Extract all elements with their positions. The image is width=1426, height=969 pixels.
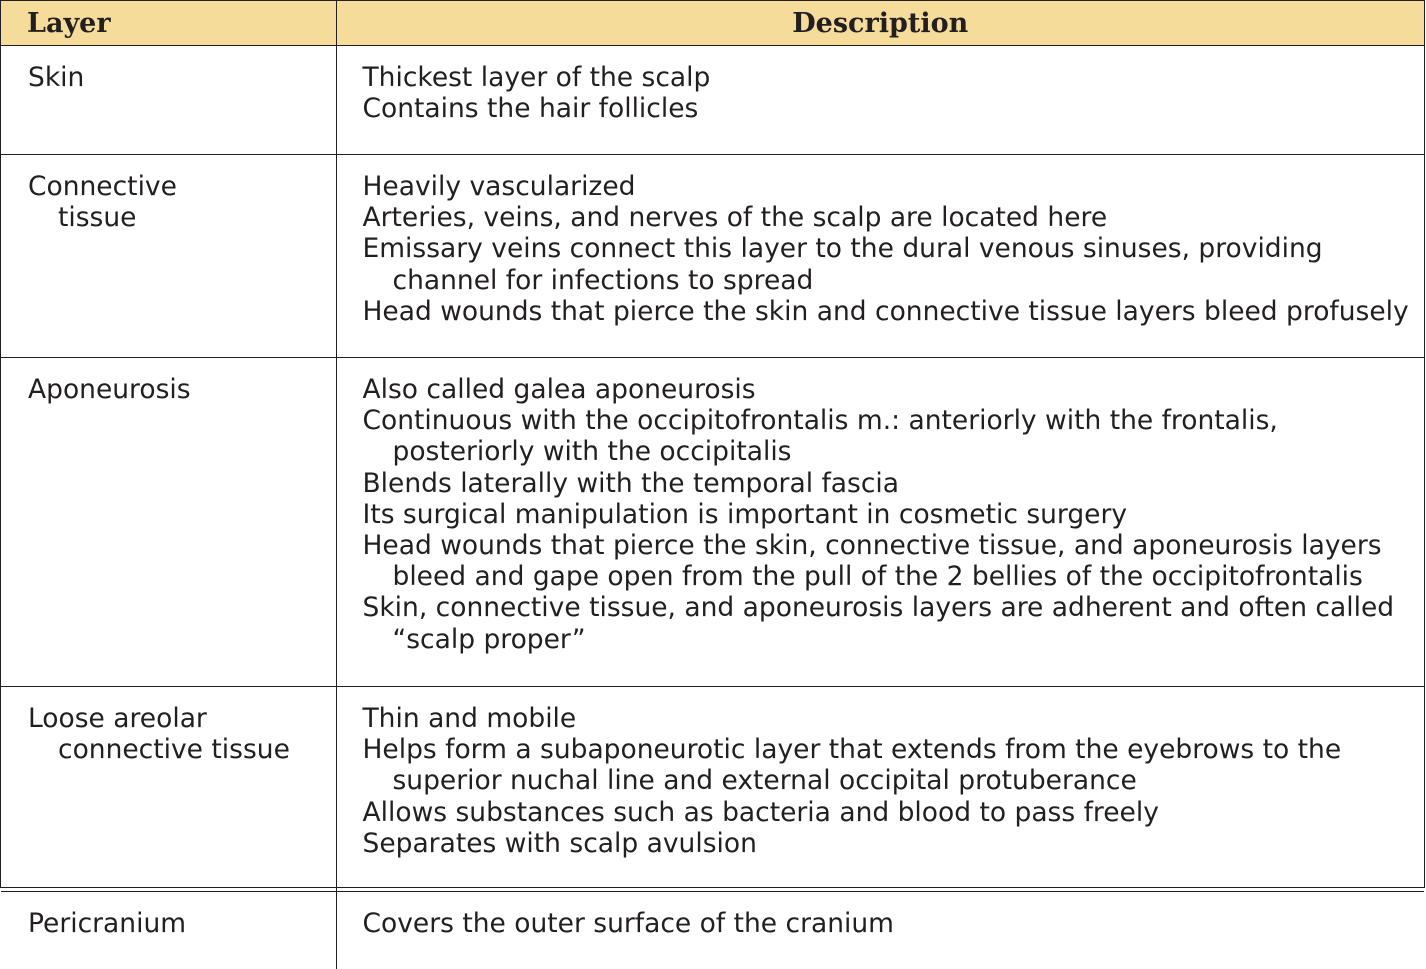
description-line: Helps form a subaponeurotic layer that extends from the eyebrows to the superior nuchal line and external occipital protuberance [363, 734, 1403, 796]
table-row-skin [1, 46, 1424, 155]
layer-name: Pericranium [28, 908, 336, 939]
layer-cell [1, 687, 336, 892]
description-line: Contains the hair follicles [363, 93, 1419, 124]
layer-cell [1, 892, 336, 969]
table-row-aponeurosis [1, 358, 1424, 687]
description-line: Continuous with the occipitofrontalis m.: anteriorly with the frontalis, posteriorly with the occipitalis [363, 405, 1333, 467]
table-row-connective-tissue [1, 155, 1424, 358]
description-cell [336, 687, 1424, 892]
description-line: Blends laterally with the temporal fascia [363, 468, 1419, 499]
description-cell [336, 46, 1424, 155]
description-line: Emissary veins connect this layer to the dural venous sinuses, providing channel for infections to spread [363, 233, 1368, 295]
layer-cell [1, 155, 336, 358]
header-row [1, 1, 1424, 46]
description-line: Head wounds that pierce the skin and connective tissue layers bleed profusely [363, 296, 1419, 327]
description-line: Covers the outer surface of the cranium [363, 908, 1419, 939]
description-line: Heavily vascularized [363, 171, 1419, 202]
description-line: Also called galea aponeurosis [363, 374, 1419, 405]
layer-name: Aponeurosis [28, 374, 336, 405]
description-line: Arteries, veins, and nerves of the scalp are located here [363, 202, 1419, 233]
description-cell [336, 892, 1424, 969]
description-line: Skin, connective tissue, and aponeurosis layers are adherent and often called “scalp proper” [363, 592, 1426, 654]
description-cell [336, 155, 1424, 358]
description-line: Allows substances such as bacteria and blood to pass freely [363, 797, 1419, 828]
layer-cell [1, 358, 336, 687]
table-row-pericranium [1, 892, 1424, 969]
table [1, 1, 1424, 969]
description-line: Separates with scalp avulsion [363, 828, 1419, 859]
description-column-header: Description [336, 1, 1424, 46]
table-row-loose-areolar [1, 687, 1424, 892]
layer-column-header: Layer [1, 1, 336, 46]
layer-name: Connective tissue [28, 171, 228, 233]
description-line: Thickest layer of the scalp [363, 62, 1419, 93]
description-line: Thin and mobile [363, 703, 1419, 734]
layer-name: Skin [28, 62, 336, 93]
description-cell [336, 358, 1424, 687]
description-line: Head wounds that pierce the skin, connective tissue, and aponeurosis layers bleed and gape open from the pull of the 2 bellies of the occipitofrontalis [363, 530, 1426, 592]
layer-cell [1, 46, 336, 155]
description-line: Its surgical manipulation is important in cosmetic surgery [363, 499, 1419, 530]
layer-name: Loose areolar connective tissue [28, 703, 328, 765]
